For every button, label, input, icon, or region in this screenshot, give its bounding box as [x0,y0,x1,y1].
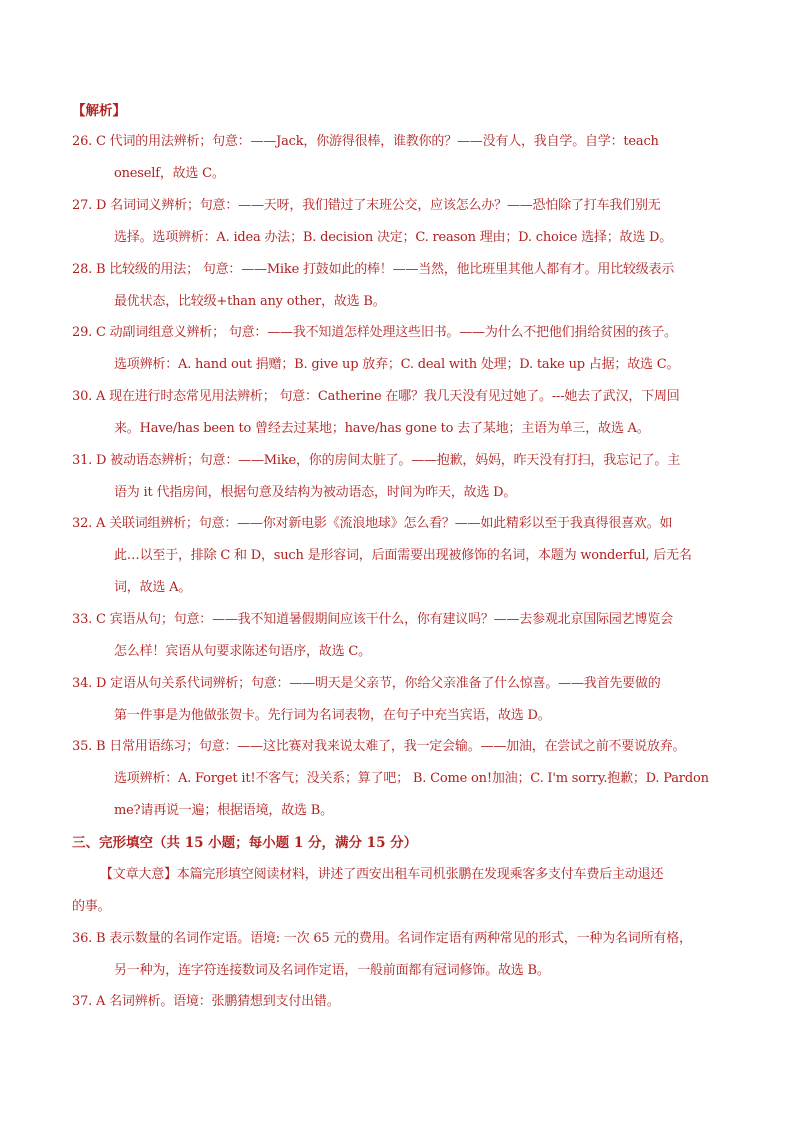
answer-37-line-1: 37. A 名词辨析。语境：张鹏猜想到支付出错。 [72,994,340,1009]
answer-33-line-1: 33. C 宾语从句；句意：——我不知道暑假期间应该干什么，你有建议吗？——去参观北京国际园艺博览会 [72,612,673,627]
answer-30-line-1: 30. A 现在进行时态常见用法辨析； 句意：Catherine 在哪？我几天没有见过她了。---她去了武汉，下周回 [72,389,680,404]
answer-35-line-3: me?请再说一遍；根据语境，故选 B。 [114,803,333,818]
answer-29-line-1: 29. C 动副词组意义辨析； 句意：——我不知道怎样处理这些旧书。——为什么不把他们捐给贫困的孩子。 [72,325,677,340]
answer-35-line-2: 选项辨析：A. Forget it!不客气；没关系；算了吧； B. Come on!加油；C. I'm sorry.抱歉；D. Pardon [114,771,709,786]
article-summary-line-2: 的事。 [72,899,111,914]
answer-32-line-1: 32. A 关联词组辨析；句意：——你对新电影《流浪地球》怎么看？——如此精彩以至于我真得很喜欢。如 [72,516,673,531]
answer-31-line-1: 31. D 被动语态辨析；句意：——Mike，你的房间太脏了。——抱歉，妈妈，昨天没有打扫，我忘记了。主 [72,453,681,468]
answer-27-line-1: 27. D 名词词义辨析；句意：——天呀，我们错过了末班公交，应该怎么办？——恐怕除了打车我们别无 [72,198,661,213]
answer-34-line-1: 34. D 定语从句关系代词辨析；句意：——明天是父亲节，你给父亲准备了什么惊喜。——我首先要做的 [72,676,661,691]
section-three-heading: 三、完形填空（共 15 小题；每小题 1 分，满分 15 分） [72,835,418,851]
answer-32-line-3: 词，故选 A。 [114,580,192,595]
answer-35-line-1: 35. B 日常用语练习；句意：——这比赛对我来说太难了，我一定会输。——加油，在尝试之前不要说放弃。 [72,739,686,754]
answer-34-line-2: 第一件事是为他做张贺卡。先行词为名词表物，在句子中充当宾语，故选 D。 [114,708,551,723]
answer-36-line-2: 另一种为，连字符连接数词及名词作定语，一般前面都有冠词修饰。故选 B。 [114,963,550,978]
answer-26-line-1: 26. C 代词的用法辨析；句意：——Jack，你游得很棒，谁教你的？——没有人，我自学。自学：teach [72,134,659,149]
answer-31-line-2: 语为 it 代指房间，根据句意及结构为被动语态，时间为昨天，故选 D。 [114,485,517,500]
answer-28-line-1: 28. B 比较级的用法； 句意：——Mike 打鼓如此的棒！——当然，他比班里其他人都有才。用比较级表示 [72,262,675,277]
analysis-heading: 【解析】 [72,103,126,119]
answer-27-line-2: 选择。选项辨析：A. idea 办法；B. decision 决定；C. reason 理由；D. choice 选择；故选 D。 [114,230,673,245]
answer-33-line-2: 怎么样！宾语从句要求陈述句语序，故选 C。 [114,644,371,659]
answer-28-line-2: 最优状态，比较级+than any other，故选 B。 [114,294,386,309]
answer-30-line-2: 来。Have/has been to 曾经去过某地；have/has gone to 去了某地；主语为单三，故选 A。 [114,421,650,436]
answer-29-line-2: 选项辨析：A. hand out 捐赠；B. give up 放弃；C. deal with 处理；D. take up 占据；故选 C。 [114,357,680,372]
answer-32-line-2: 此…以至于，排除 C 和 D，such 是形容词，后面需要出现被修饰的名词，本题为 wonderful, 后无名 [114,548,692,563]
answer-26-line-2: oneself，故选 C。 [114,166,225,181]
article-summary-line-1: 【文章大意】本篇完形填空阅读材料，讲述了西安出租车司机张鹏在发现乘客多支付车费后主动退还 [100,867,664,882]
answer-36-line-1: 36. B 表示数量的名词作定语。语境: 一次 65 元的费用。名词作定语有两种常见的形式，一种为名词所有格， [72,931,692,946]
